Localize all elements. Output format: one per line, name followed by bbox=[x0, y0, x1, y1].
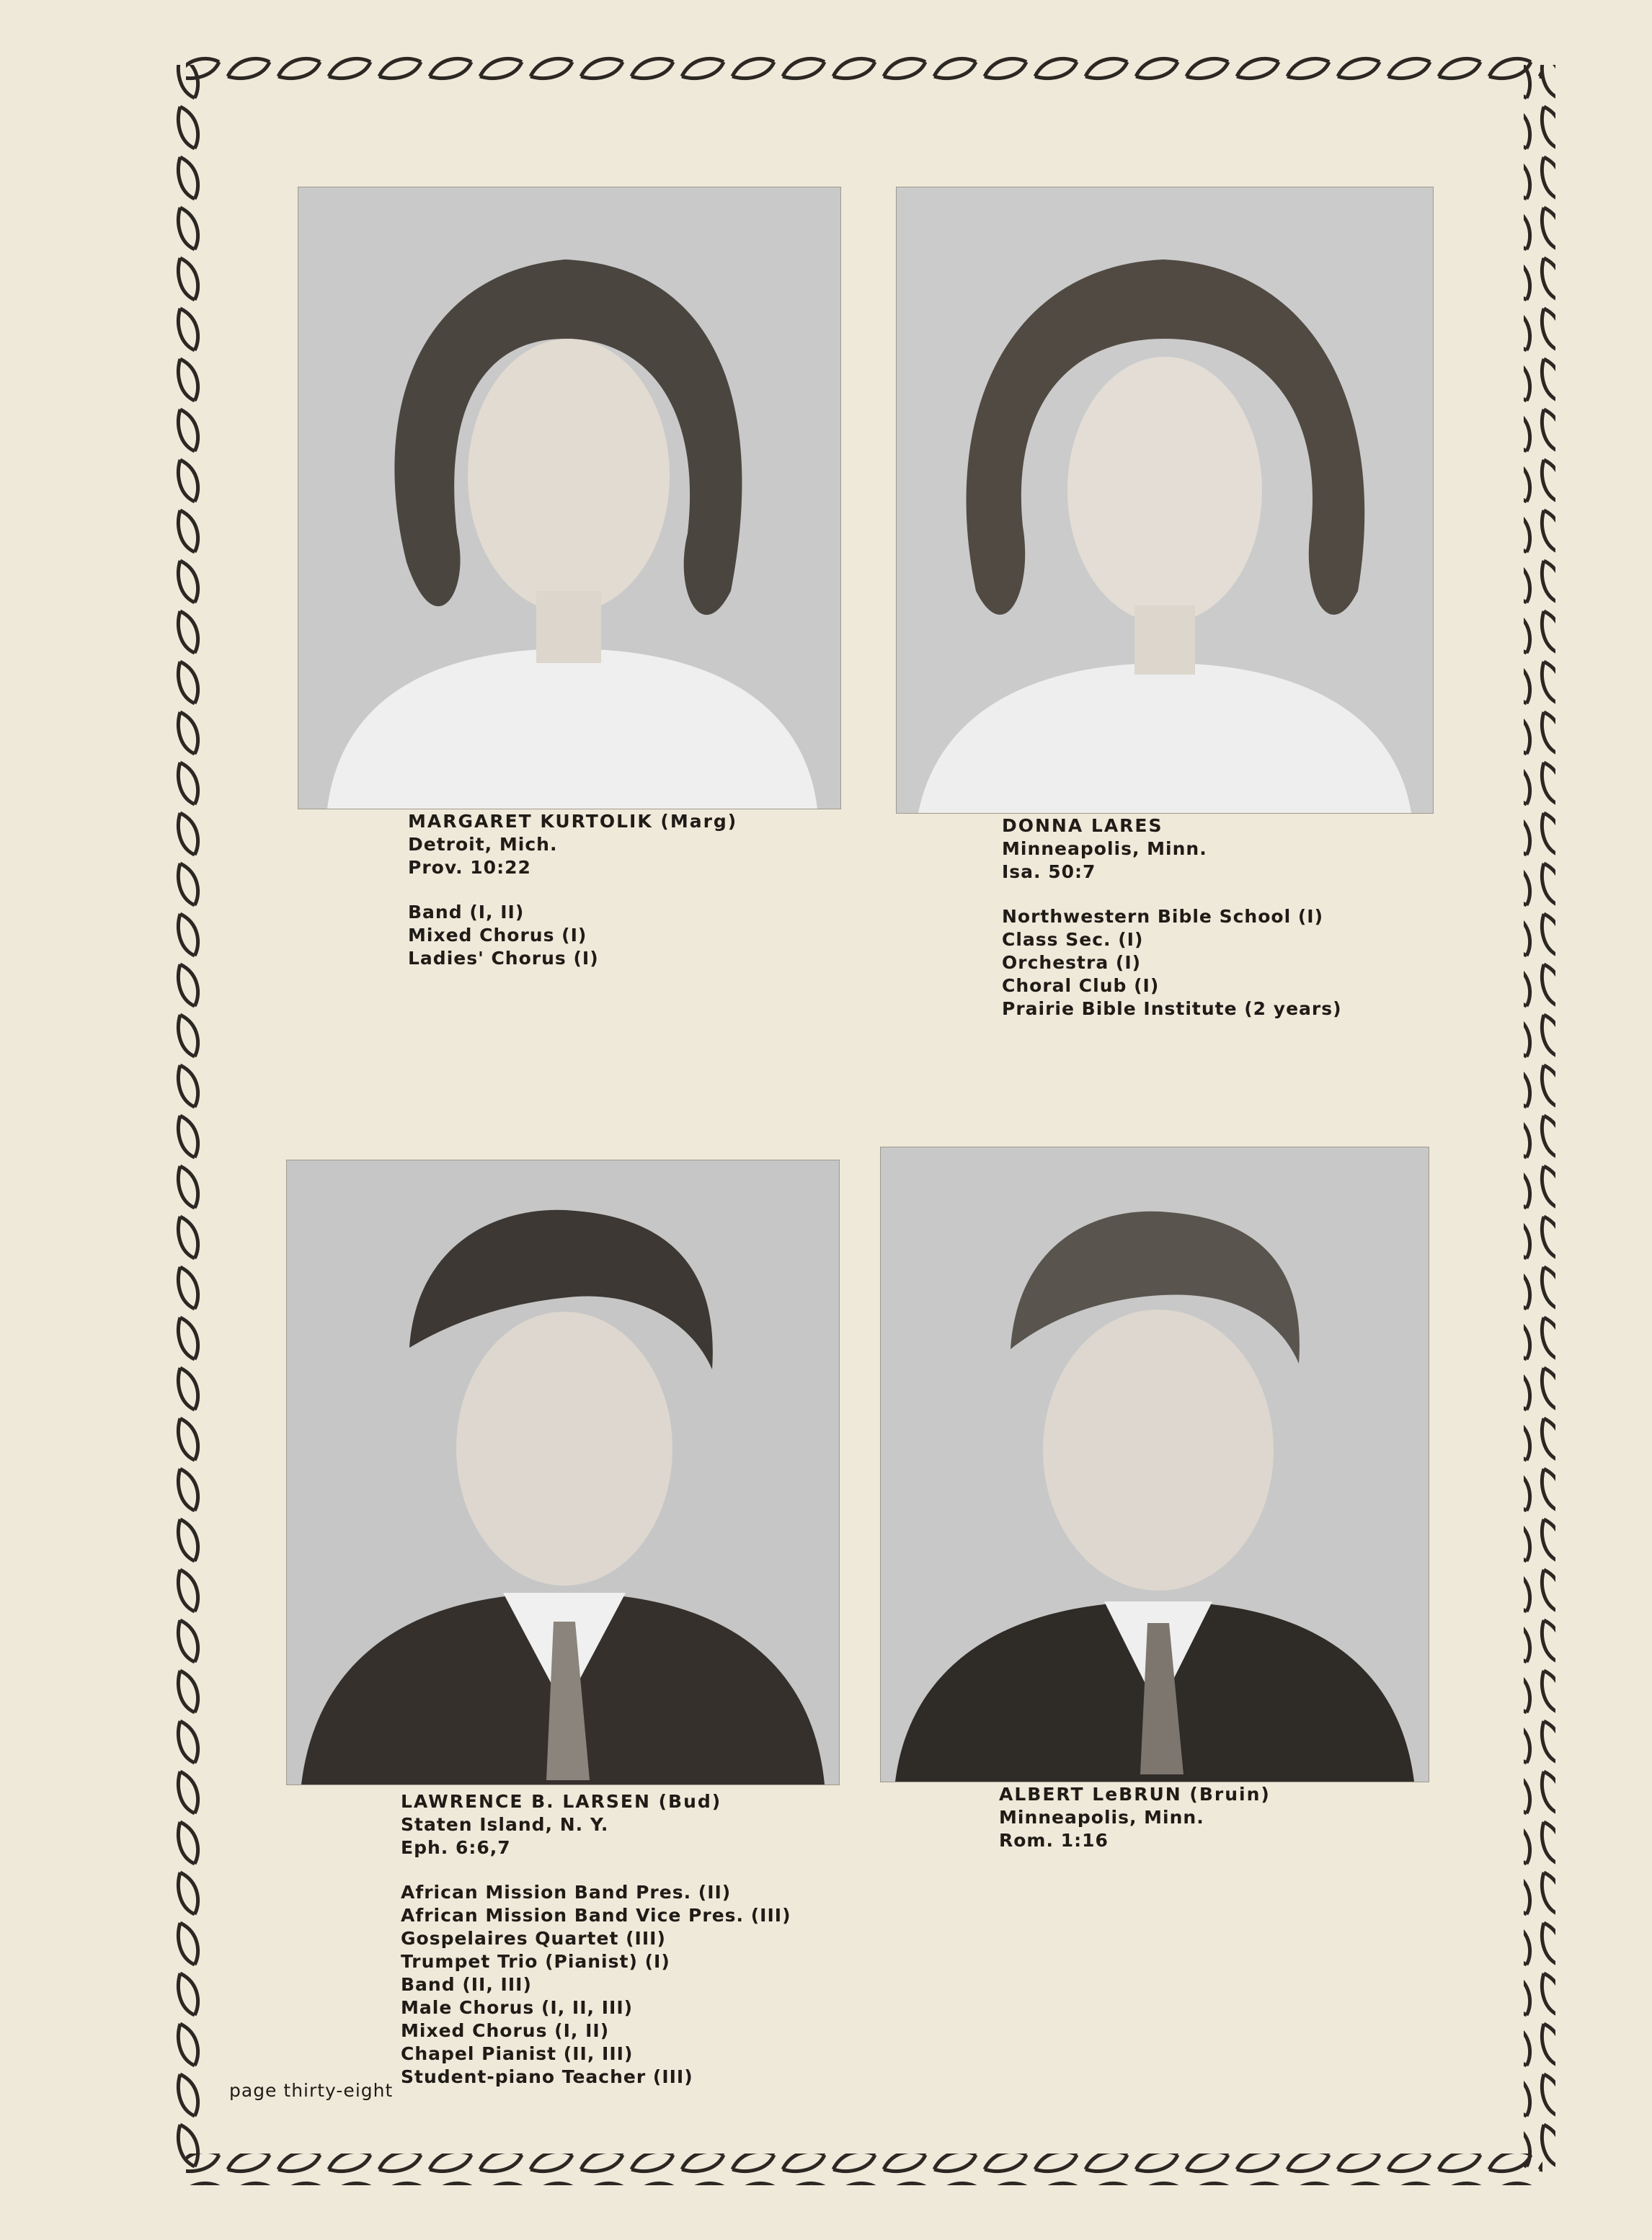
student-verse: Isa. 50:7 bbox=[1002, 861, 1096, 882]
portrait-photo bbox=[897, 187, 1433, 813]
portrait-photo bbox=[287, 1160, 839, 1785]
student-verse: Rom. 1:16 bbox=[999, 1830, 1109, 1851]
student-hometown: Staten Island, N. Y. bbox=[401, 1814, 609, 1835]
student-hometown: Minneapolis, Minn. bbox=[999, 1807, 1204, 1828]
student-activity: Trumpet Trio (Pianist) (I) bbox=[401, 1951, 670, 1972]
student-activity: Northwestern Bible School (I) bbox=[1002, 906, 1323, 927]
student-name: DONNA LARES bbox=[1002, 815, 1163, 836]
student-caption bbox=[1002, 814, 1342, 1021]
student-activity: Mixed Chorus (I, II) bbox=[401, 2020, 610, 2041]
student-activity: Orchestra (I) bbox=[1002, 952, 1142, 973]
student-name: MARGARET KURTOLIK (Marg) bbox=[408, 811, 738, 832]
student-activity: Gospelaires Quartet (III) bbox=[401, 1928, 666, 1949]
student-activity: Choral Club (I) bbox=[1002, 975, 1160, 996]
student-activity: African Mission Band Pres. (II) bbox=[401, 1882, 732, 1903]
student-verse: Prov. 10:22 bbox=[408, 857, 531, 878]
student-activity: Male Chorus (I, II, III) bbox=[401, 1997, 634, 2018]
student-activity: African Mission Band Vice Pres. (III) bbox=[401, 1905, 791, 1926]
student-name: ALBERT LeBRUN (Bruin) bbox=[999, 1784, 1271, 1805]
student-activity: Band (II, III) bbox=[401, 1974, 532, 1995]
portrait-photo bbox=[881, 1147, 1429, 1782]
student-activity: Student-piano Teacher (III) bbox=[401, 2066, 693, 2087]
student-activity: Prairie Bible Institute (2 years) bbox=[1002, 998, 1342, 1019]
student-activity: Ladies' Chorus (I) bbox=[408, 948, 599, 969]
page-number: page thirty-eight bbox=[229, 2080, 394, 2101]
student-activity: Mixed Chorus (I) bbox=[408, 925, 587, 946]
student-activity: Class Sec. (I) bbox=[1002, 929, 1144, 950]
student-activity: Chapel Pianist (II, III) bbox=[401, 2043, 634, 2064]
student-hometown: Detroit, Mich. bbox=[408, 834, 558, 855]
student-hometown: Minneapolis, Minn. bbox=[1002, 838, 1207, 859]
student-activity: Band (I, II) bbox=[408, 902, 525, 923]
student-name: LAWRENCE B. LARSEN (Bud) bbox=[401, 1791, 722, 1812]
student-caption bbox=[999, 1783, 1271, 1852]
student-caption bbox=[401, 1790, 791, 2089]
portrait-photo bbox=[298, 187, 840, 809]
student-caption bbox=[408, 810, 737, 970]
student-verse: Eph. 6:6,7 bbox=[401, 1837, 511, 1858]
